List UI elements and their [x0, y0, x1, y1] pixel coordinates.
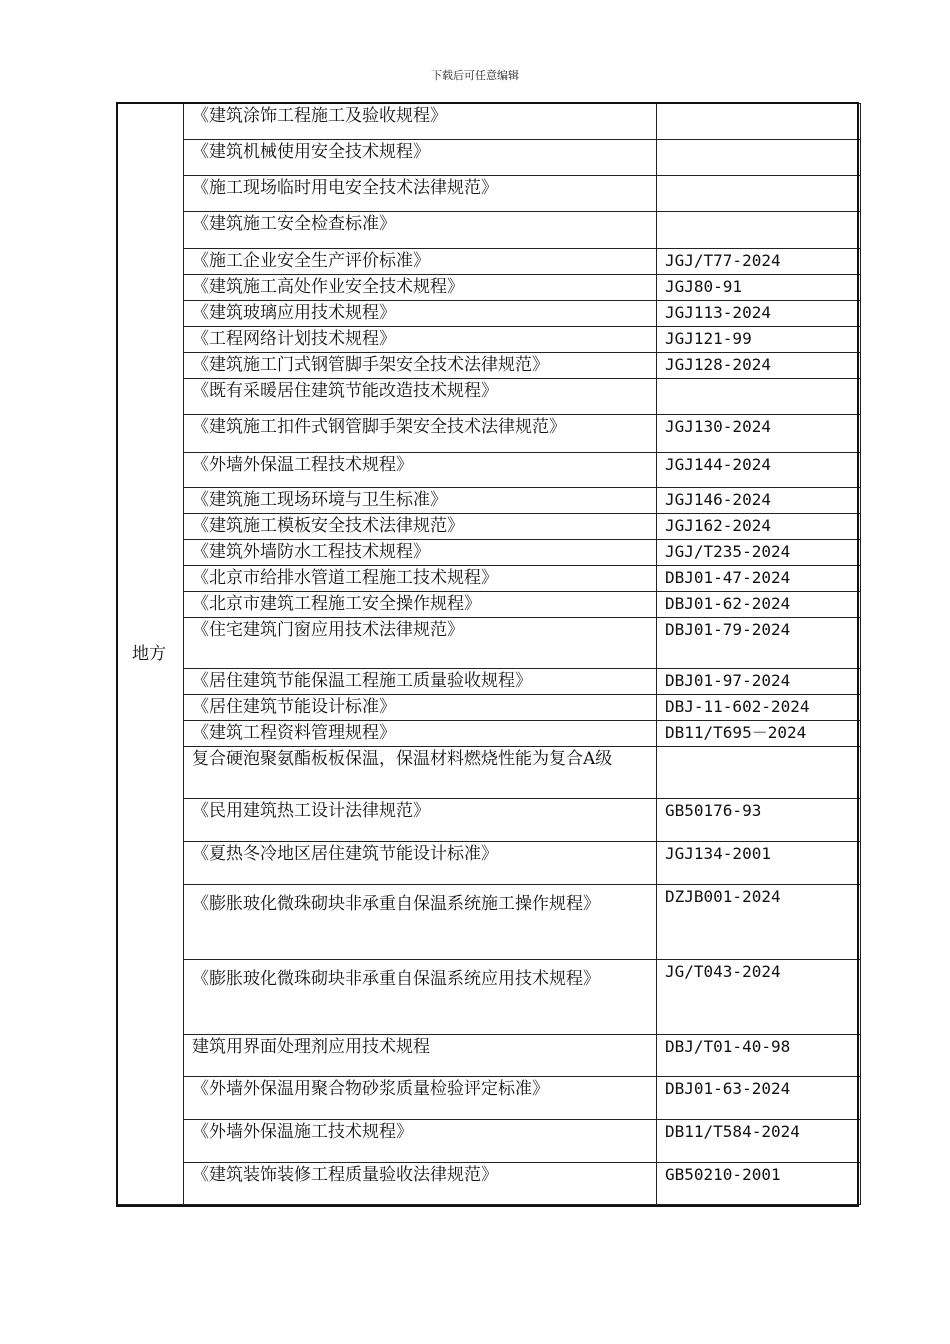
- standard-name: 《建筑施工门式钢管脚手架安全技术法律规范》: [184, 353, 657, 379]
- standard-code: GB50210-2001: [657, 1163, 861, 1205]
- table-row: [118, 799, 861, 842]
- table-row: [118, 747, 861, 799]
- table-row: [118, 176, 861, 212]
- standard-name: 《膨胀玻化微珠砌块非承重自保温系统施工操作规程》: [184, 885, 657, 960]
- standard-code: JGJ113-2024: [657, 301, 861, 327]
- standard-code: DBJ01-63-2024: [657, 1077, 861, 1120]
- table-row: [118, 353, 861, 379]
- standard-code: [657, 747, 861, 799]
- standard-name: 《建筑工程资料管理规程》: [184, 721, 657, 747]
- standard-code: JGJ/T77-2024: [657, 249, 861, 275]
- standard-code: GB50176-93: [657, 799, 861, 842]
- standard-code: DBJ/T01-40-98: [657, 1035, 861, 1077]
- table-row: [118, 140, 861, 176]
- category-cell: 地方: [118, 104, 184, 1205]
- table-row: [118, 379, 861, 415]
- standard-code: JGJ146-2024: [657, 488, 861, 514]
- table-row: [118, 514, 861, 540]
- standard-code: DBJ-11-602-2024: [657, 695, 861, 721]
- table-row: [118, 415, 861, 453]
- table-row: [118, 669, 861, 695]
- standard-name: 《居住建筑节能保温工程施工质量验收规程》: [184, 669, 657, 695]
- standard-name: 《既有采暖居住建筑节能改造技术规程》: [184, 379, 657, 415]
- standard-code: JGJ144-2024: [657, 453, 861, 488]
- standard-code: [657, 104, 861, 140]
- table-row: [118, 695, 861, 721]
- standard-code: [657, 140, 861, 176]
- standard-code: JGJ/T235-2024: [657, 540, 861, 566]
- table-row: [118, 960, 861, 1035]
- table-row: [118, 453, 861, 488]
- standard-name: 《北京市建筑工程施工安全操作规程》: [184, 592, 657, 618]
- standard-code: [657, 379, 861, 415]
- standard-name: 《工程网络计划技术规程》: [184, 327, 657, 353]
- standard-code: DBJ01-62-2024: [657, 592, 861, 618]
- table-row: [118, 842, 861, 885]
- table-row: [118, 540, 861, 566]
- standard-name: 《外墙外保温施工技术规程》: [184, 1120, 657, 1163]
- table-row: [118, 212, 861, 249]
- standard-name: 《建筑施工模板安全技术法律规范》: [184, 514, 657, 540]
- table-row: [118, 1120, 861, 1163]
- table-row: [118, 327, 861, 353]
- standard-name: 《建筑施工现场环境与卫生标准》: [184, 488, 657, 514]
- standard-name: 复合硬泡聚氨酯板板保温，保温材料燃烧性能为复合A级: [184, 747, 657, 799]
- header-note: 下载后可任意编辑: [431, 69, 519, 82]
- standard-name: 《建筑施工安全检查标准》: [184, 212, 657, 249]
- standard-name: 《膨胀玻化微珠砌块非承重自保温系统应用技术规程》: [184, 960, 657, 1035]
- standard-name: 《外墙外保温用聚合物砂浆质量检验评定标准》: [184, 1077, 657, 1120]
- standard-code: [657, 176, 861, 212]
- table-row: [118, 249, 861, 275]
- standard-code: JGJ121-99: [657, 327, 861, 353]
- table-row: [118, 618, 861, 669]
- standard-code: DZJB001-2024: [657, 885, 861, 960]
- standard-name: 《施工企业安全生产评价标准》: [184, 249, 657, 275]
- standard-code: DBJ01-97-2024: [657, 669, 861, 695]
- standard-name: 《住宅建筑门窗应用技术法律规范》: [184, 618, 657, 669]
- standard-name: 《外墙外保温工程技术规程》: [184, 453, 657, 488]
- table-row: [118, 1035, 861, 1077]
- standard-name: 《居住建筑节能设计标准》: [184, 695, 657, 721]
- table-row: [118, 592, 861, 618]
- standard-code: JGJ130-2024: [657, 415, 861, 453]
- table-row: [118, 885, 861, 960]
- standard-name: 《建筑涂饰工程施工及验收规程》: [184, 104, 657, 140]
- standards-table: [117, 103, 861, 1205]
- standard-name: 《夏热冬冷地区居住建筑节能设计标准》: [184, 842, 657, 885]
- standard-name: 《建筑施工扣件式钢管脚手架安全技术法律规范》: [184, 415, 657, 453]
- standard-name: 《民用建筑热工设计法律规范》: [184, 799, 657, 842]
- standard-code: DBJ01-79-2024: [657, 618, 861, 669]
- table-row: [118, 1163, 861, 1205]
- standard-code: DB11/T584-2024: [657, 1120, 861, 1163]
- standard-code: JGJ128-2024: [657, 353, 861, 379]
- standard-name: 《施工现场临时用电安全技术法律规范》: [184, 176, 657, 212]
- standard-name: 《建筑玻璃应用技术规程》: [184, 301, 657, 327]
- table-row: [118, 488, 861, 514]
- standard-code: [657, 212, 861, 249]
- table-row: [118, 721, 861, 747]
- standard-name: 《建筑施工高处作业安全技术规程》: [184, 275, 657, 301]
- standard-code: DB11/T695－2024: [657, 721, 861, 747]
- table-row: [118, 566, 861, 592]
- standard-name: 建筑用界面处理剂应用技术规程: [184, 1035, 657, 1077]
- standard-code: JGJ162-2024: [657, 514, 861, 540]
- standard-name: 《北京市给排水管道工程施工技术规程》: [184, 566, 657, 592]
- standard-name: 《建筑机械使用安全技术规程》: [184, 140, 657, 176]
- standard-code: JG/T043-2024: [657, 960, 861, 1035]
- table-row: [118, 104, 861, 140]
- table-row: [118, 301, 861, 327]
- table-row: [118, 275, 861, 301]
- standard-name: 《建筑外墙防水工程技术规程》: [184, 540, 657, 566]
- table-row: [118, 1077, 861, 1120]
- standard-name: 《建筑装饰装修工程质量验收法律规范》: [184, 1163, 657, 1205]
- standard-code: DBJ01-47-2024: [657, 566, 861, 592]
- standard-code: JGJ80-91: [657, 275, 861, 301]
- standard-code: JGJ134-2001: [657, 842, 861, 885]
